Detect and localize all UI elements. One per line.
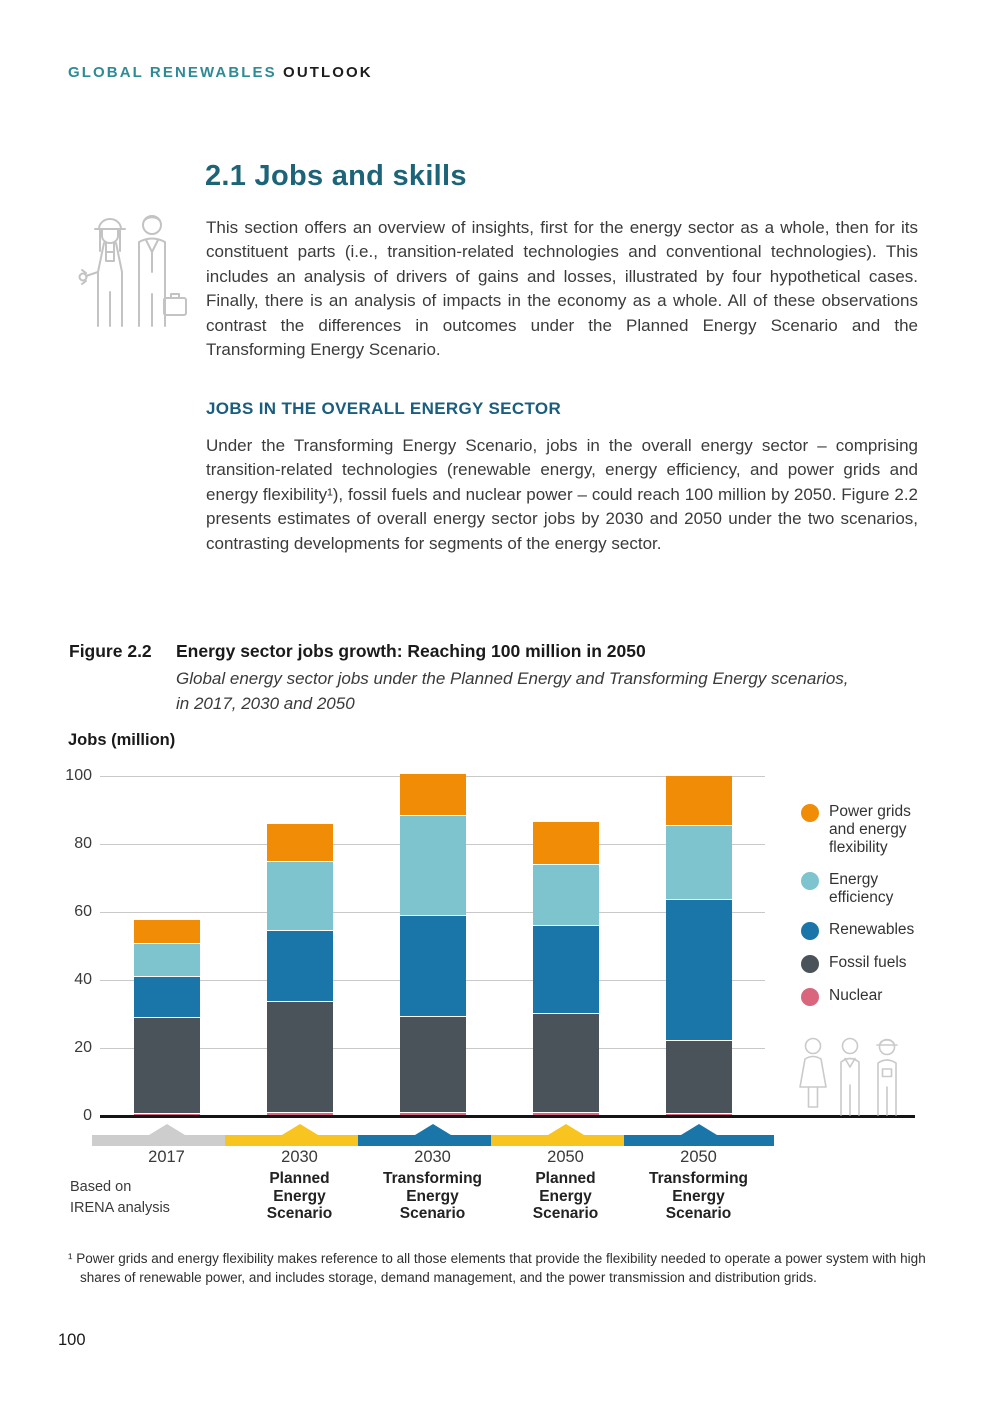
bar-segment-fossil-fuels xyxy=(533,1013,599,1112)
brand-name-suffix: OUTLOOK xyxy=(283,64,373,81)
y-axis-tick-labels xyxy=(34,767,92,1124)
bar-segment-energy-efficiency xyxy=(134,943,200,975)
y-tick-label: 100 xyxy=(65,767,92,784)
source-line2: IRENA analysis xyxy=(70,1200,170,1216)
legend-label: Power grids and energy flexibility xyxy=(829,803,911,856)
bar-segment-renewables xyxy=(400,915,466,1016)
stacked-bar xyxy=(267,823,333,1116)
legend-item xyxy=(801,871,1001,907)
stacked-bar xyxy=(533,821,599,1116)
stacked-bar xyxy=(400,773,466,1116)
body-paragraph: Under the Transforming Energy Scenario, jobs in the overall energy sector – comprising transition-related technologies (renewable energy, energy efficiency, and power grids and energy flexibility¹), fossil fuels and nuclear power – could reach 100 million by 2050. Figure 2.2 presents estimates of overall energy sector jobs by 2030 and 2050 under the two scenarios, contrasting developments for segments of the energy sector. xyxy=(206,436,918,553)
y-tick-label: 60 xyxy=(74,903,92,920)
x-ribbon-marker xyxy=(92,1121,242,1147)
y-tick-label: 40 xyxy=(74,971,92,988)
source-note xyxy=(70,1177,170,1219)
brand-name: GLOBAL RENEWABLES xyxy=(68,64,277,81)
bar-segment-energy-efficiency xyxy=(533,864,599,926)
section-title: 2.1 Jobs and skills xyxy=(205,160,467,192)
figure-subtitle-line1: Global energy sector jobs under the Planned Energy and Transforming Energy scenarios, xyxy=(176,669,849,688)
bar-segment-power-grids-and-energy-flexibility xyxy=(666,775,732,824)
legend-label: Fossil fuels xyxy=(829,954,907,971)
bar-segment-energy-efficiency xyxy=(666,825,732,899)
bar-segment-fossil-fuels xyxy=(267,1001,333,1112)
bar-segment-renewables xyxy=(267,930,333,1001)
x-ribbon-marker xyxy=(358,1121,508,1147)
bar-segment-energy-efficiency xyxy=(400,815,466,915)
bar-segment-fossil-fuels xyxy=(666,1040,732,1112)
legend-item xyxy=(801,921,1001,940)
legend-item xyxy=(801,803,1001,857)
bar-segment-renewables xyxy=(134,976,200,1018)
x-label-year: 2050 xyxy=(680,1148,717,1166)
chart-plot-area xyxy=(100,776,765,1116)
chart-legend xyxy=(801,803,1001,1006)
page-number: 100 xyxy=(58,1331,86,1349)
report-header xyxy=(68,64,373,81)
y-tick-label: 80 xyxy=(74,835,92,852)
legend-item xyxy=(801,954,1001,973)
figure-subtitle xyxy=(176,666,936,716)
bar-segment-power-grids-and-energy-flexibility xyxy=(267,823,333,861)
legend-dot xyxy=(801,922,819,940)
bar-segment-renewables xyxy=(533,925,599,1013)
bar-segment-renewables xyxy=(666,899,732,1040)
x-label-scenario: Planned Energy Scenario xyxy=(266,1170,333,1222)
x-label-year: 2030 xyxy=(414,1148,451,1166)
footnote: ¹ Power grids and energy flexibility makes reference to all those elements that provide the flexibility needed to operate a power system with high shares of renewable power, and includes storage, demand management, and the power transmission and distribution grids. xyxy=(68,1251,926,1285)
figure-subtitle-line2: in 2017, 2030 and 2050 xyxy=(176,694,355,713)
bar-segment-fossil-fuels xyxy=(400,1016,466,1112)
x-label-scenario: Planned Energy Scenario xyxy=(532,1170,599,1222)
legend-label: Nuclear xyxy=(829,987,883,1004)
figure-caption xyxy=(69,641,646,662)
x-axis-line xyxy=(100,1115,915,1118)
people-icons xyxy=(796,1037,914,1122)
bar-segment-power-grids-and-energy-flexibility xyxy=(533,821,599,864)
legend-dot xyxy=(801,872,819,890)
bar-segment-power-grids-and-energy-flexibility xyxy=(400,773,466,815)
y-tick-label: 0 xyxy=(83,1107,92,1124)
x-label-year: 2050 xyxy=(547,1148,584,1166)
bar-segment-fossil-fuels xyxy=(134,1017,200,1112)
x-label-year: 2017 xyxy=(148,1148,185,1166)
legend-label: Renewables xyxy=(829,921,915,938)
figure-label: Figure 2.2 xyxy=(69,641,152,661)
legend-dot xyxy=(801,988,819,1006)
figure-title: Energy sector jobs growth: Reaching 100 million in 2050 xyxy=(176,641,646,661)
x-ribbon-marker xyxy=(225,1121,375,1147)
workers-icon xyxy=(76,210,188,335)
legend-dot xyxy=(801,955,819,973)
source-line1: Based on xyxy=(70,1179,132,1195)
x-axis-ribbons xyxy=(100,1121,765,1149)
bar-segment-power-grids-and-energy-flexibility xyxy=(134,919,200,944)
legend-dot xyxy=(801,804,819,822)
x-label-scenario: Transforming Energy Scenario xyxy=(382,1170,483,1222)
stacked-bar xyxy=(666,775,732,1116)
section-subheading: JOBS IN THE OVERALL ENERGY SECTOR xyxy=(206,399,562,418)
x-ribbon-marker xyxy=(624,1121,774,1147)
y-axis-title: Jobs (million) xyxy=(68,731,176,749)
stacked-bar xyxy=(134,919,200,1117)
x-label-scenario: Transforming Energy Scenario xyxy=(648,1170,749,1222)
legend-item xyxy=(801,987,1001,1006)
legend-label: Energy efficiency xyxy=(829,871,894,906)
y-tick-label: 20 xyxy=(74,1039,92,1056)
x-label-year: 2030 xyxy=(281,1148,318,1166)
intro-paragraph: This section offers an overview of insights, first for the energy sector as a whole, then for its constituent parts (i.e., transition-related technologies and conventional technologies). This includes an analysis of drivers of gains and losses, illustrated by four hypothetical cases. Finally, there is an analysis of impacts in the economy as a whole. All of these observations contrast the differences in outcomes under the Planned Energy Scenario and the Transforming Energy Scenario. xyxy=(206,218,918,360)
bar-segment-energy-efficiency xyxy=(267,861,333,930)
x-ribbon-marker xyxy=(491,1121,641,1147)
